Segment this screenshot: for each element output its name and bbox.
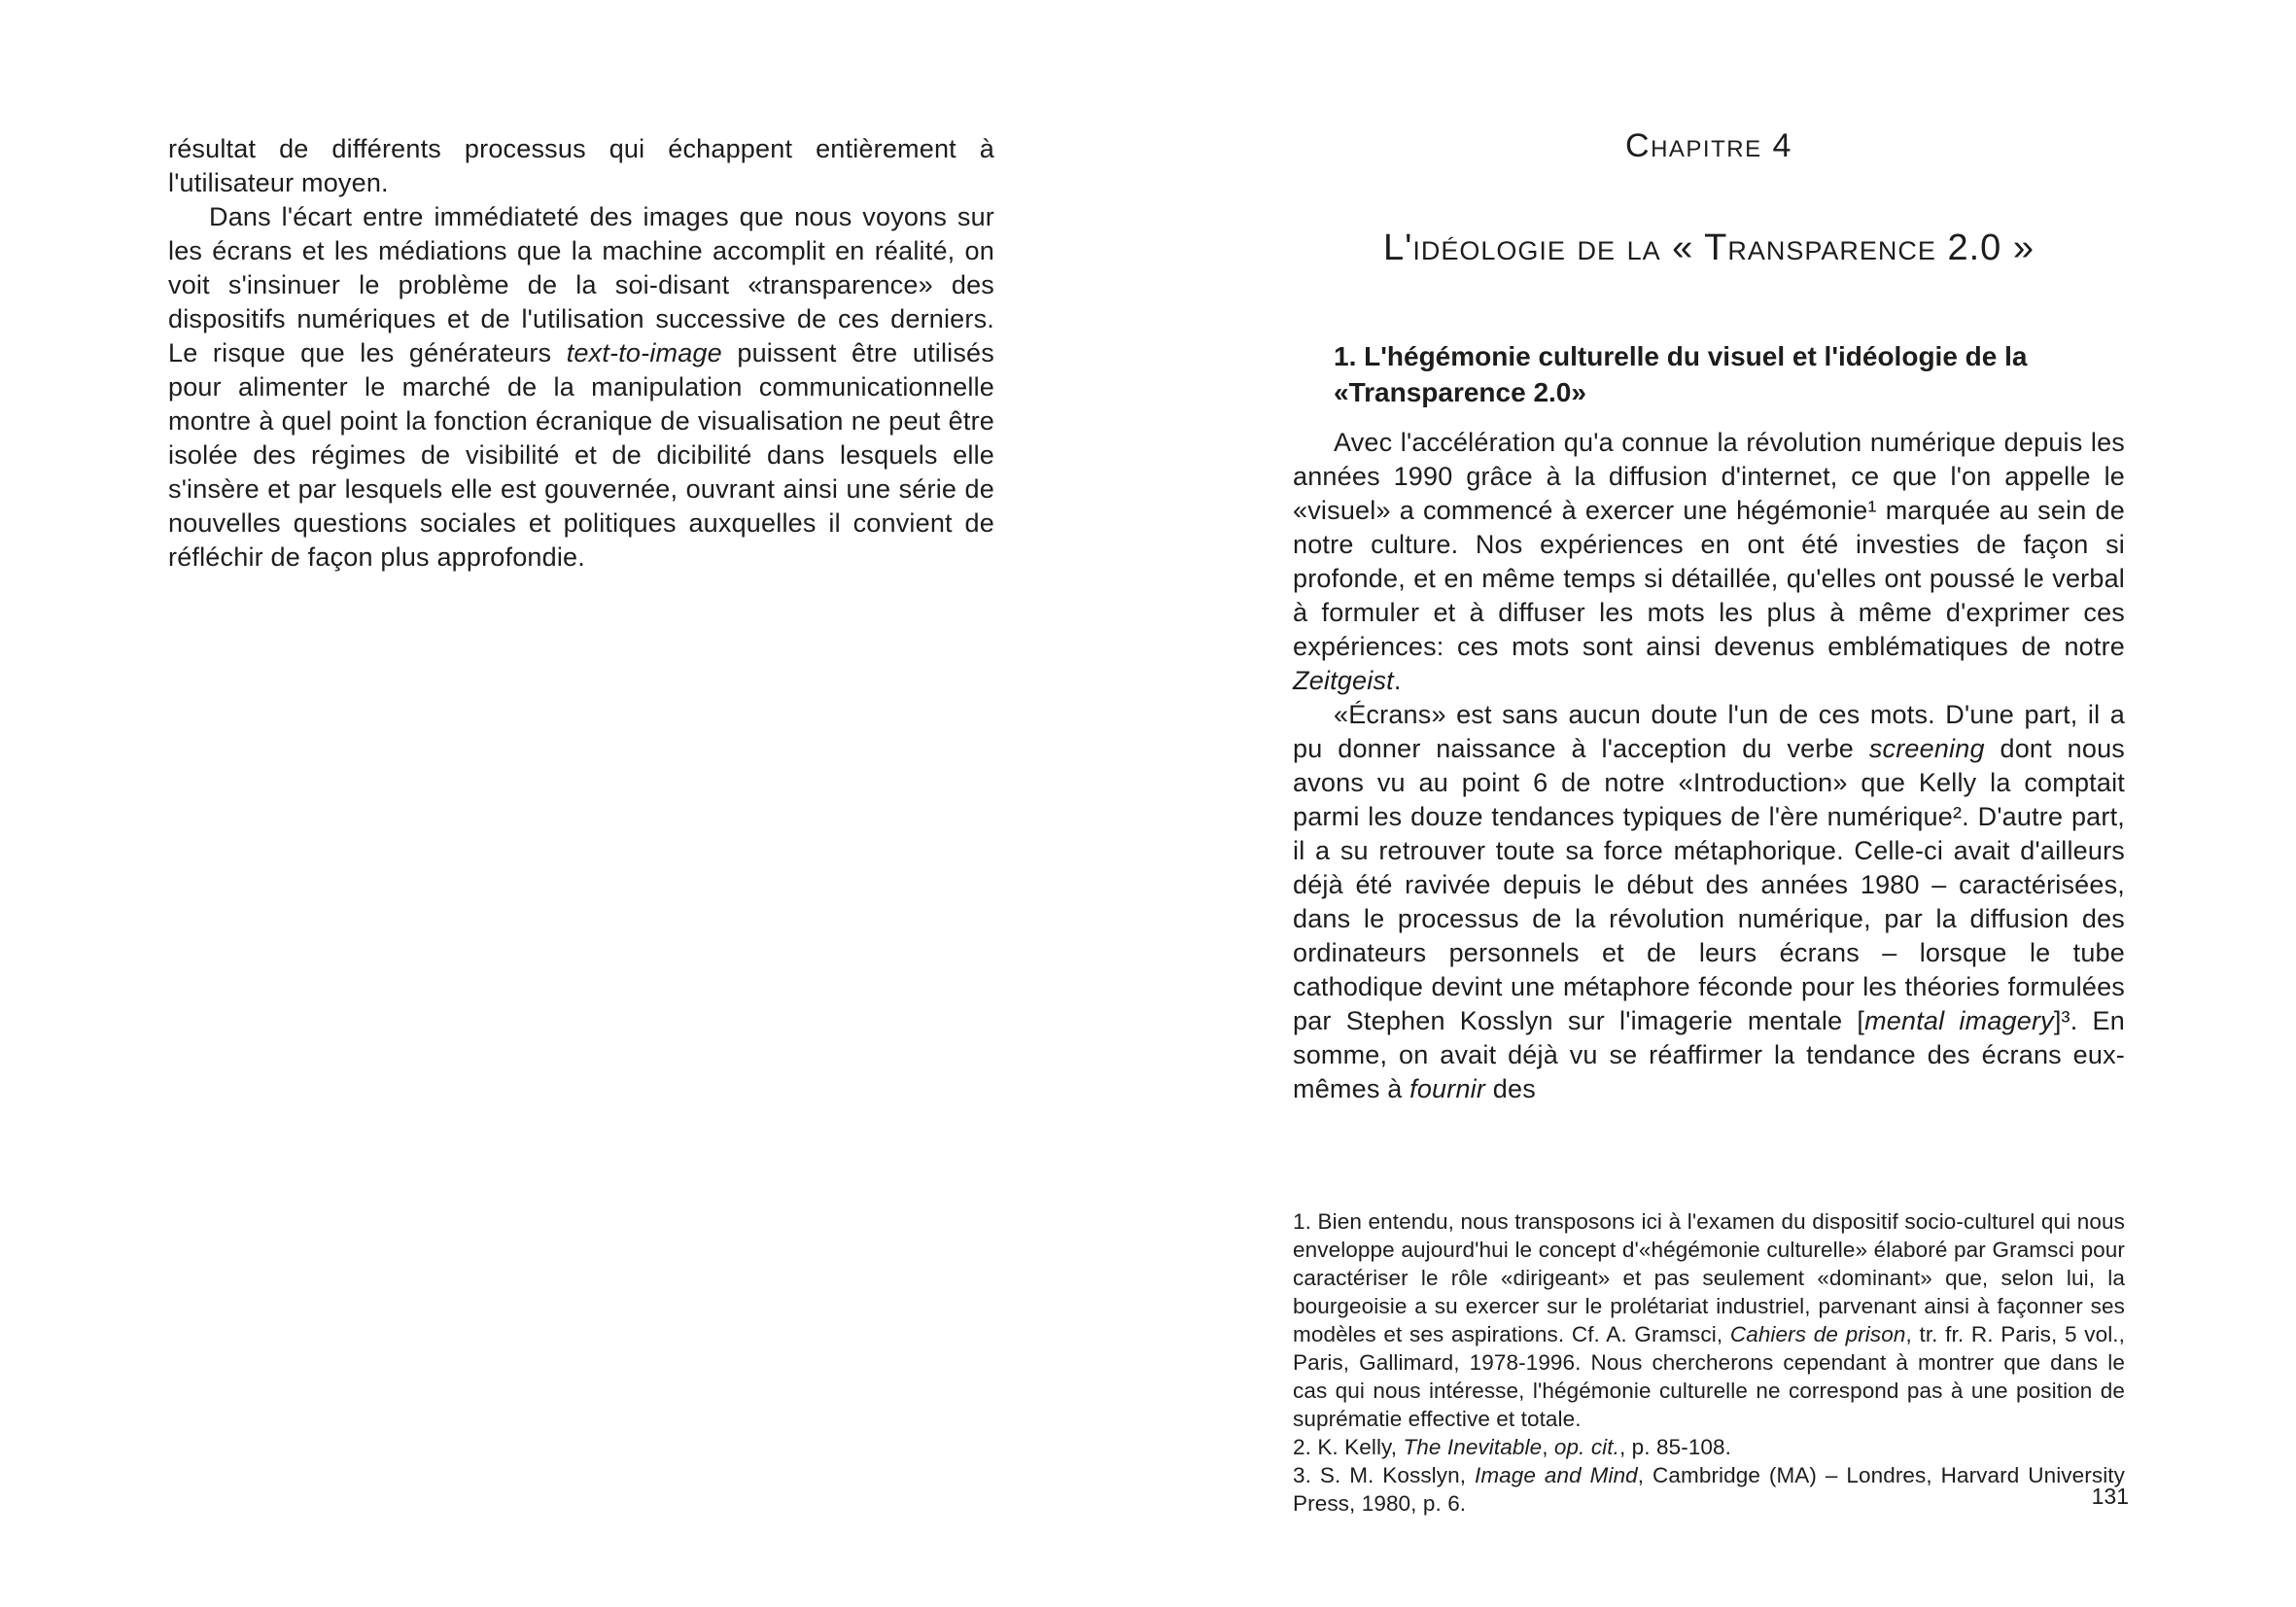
footnote-2: 2. K. Kelly, The Inevitable, op. cit., p. 85-108. [1293,1435,1732,1459]
right-page-paragraph-2: «Écrans» est sans aucun doute l'un de ces mots. D'une part, il a pu donner naissance à l'acception du verbe screening dont nous avons vu au point 6 de notre «Introduction» que Kelly la comptait parmi les douze tendances typiques de l'ère numérique². D'autre part, il a su retrouver toute sa force métaphorique. Celle-ci avait d'ailleurs déjà été ravivée depuis le début des années 1980 – caractérisées, dans le processus de la révolution numérique, par la diffusion des ordinateurs personnels et de leurs écrans – lorsque le tube cathodique devint une métaphore féconde pour les théories formulées par Stephen Kosslyn sur l'imagerie mentale [mental imagery]³. En somme, on avait déjà vu se réaffirmer la tendance des écrans eux-mêmes à fournir des [1293,700,2125,1103]
footnote-3: 3. S. M. Kosslyn, Image and Mind, Cambridge (MA) – Londres, Harvard University Press, 1980, p. 6. [1293,1463,2125,1516]
footnotes-block [1293,1207,2125,1518]
section-heading: 1. L'hégémonie culturelle du visuel et l'idéologie de la «Transparence 2.0» [1334,341,2028,407]
right-page [1293,126,2125,1518]
chapter-number-heading: Chapitre 4 [1625,127,1792,164]
left-page-paragraph-2: Dans l'écart entre immédiateté des images que nous voyons sur les écrans et les médiations que la machine accomplit en réalité, on voit s'insinuer le problème de la soi-disant «transparence» des dispositifs numériques et de l'utilisation successive de ces derniers. Le risque que les générateurs text-to-image puissent être utilisés pour alimenter le marché de la manipulation communicationnelle montre à quel point la fonction écranique de visualisation ne peut être isolée des régimes de visibilité et de dicibilité dans lesquels elle s'insère et par lesquels elle est gouvernée, ouvrant ainsi une série de nouvelles questions sociales et politiques auxquelles il convient de réfléchir de façon plus approfondie. [168,202,994,572]
left-page [168,132,994,575]
page-number: 131 [2091,1484,2129,1509]
left-page-paragraph-1: résultat de différents processus qui échappent entièrement à l'utilisateur moyen. [168,134,994,197]
right-page-paragraph-1: Avec l'accélération qu'a connue la révolution numérique depuis les années 1990 grâce à la diffusion d'internet, ce que l'on appelle le «visuel» a commencé à exercer une hégémonie¹ marquée au sein de notre culture. Nos expériences en ont été investies de façon si profonde, et en même temps si détaillée, qu'elles ont poussé le verbal à formuler et à diffuser les mots les plus à même d'exprimer ces expériences: ces mots sont ainsi devenus emblématiques de notre Zeitgeist. [1293,428,2125,695]
footnote-1: 1. Bien entendu, nous transposons ici à l'examen du dispositif socio-culturel qui nous enveloppe aujourd'hui le concept d'«hégémonie culturelle» élaboré par Gramsci pour caractériser le rôle «dirigeant» et pas seulement «dominant» que, selon lui, la bourgeoisie a su exercer sur le prolétariat industriel, parvenant ainsi à façonner ses modèles et ses aspirations. Cf. A. Gramsci, Cahiers de prison, tr. fr. R. Paris, 5 vol., Paris, Gallimard, 1978-1996. Nous chercherons cependant à montrer que dans le cas qui nous intéresse, l'hégémonie culturelle ne correspond pas à une position de suprématie effective et totale. [1293,1209,2125,1431]
chapter-title: L'idéologie de la « Transparence 2.0 » [1383,227,2035,268]
